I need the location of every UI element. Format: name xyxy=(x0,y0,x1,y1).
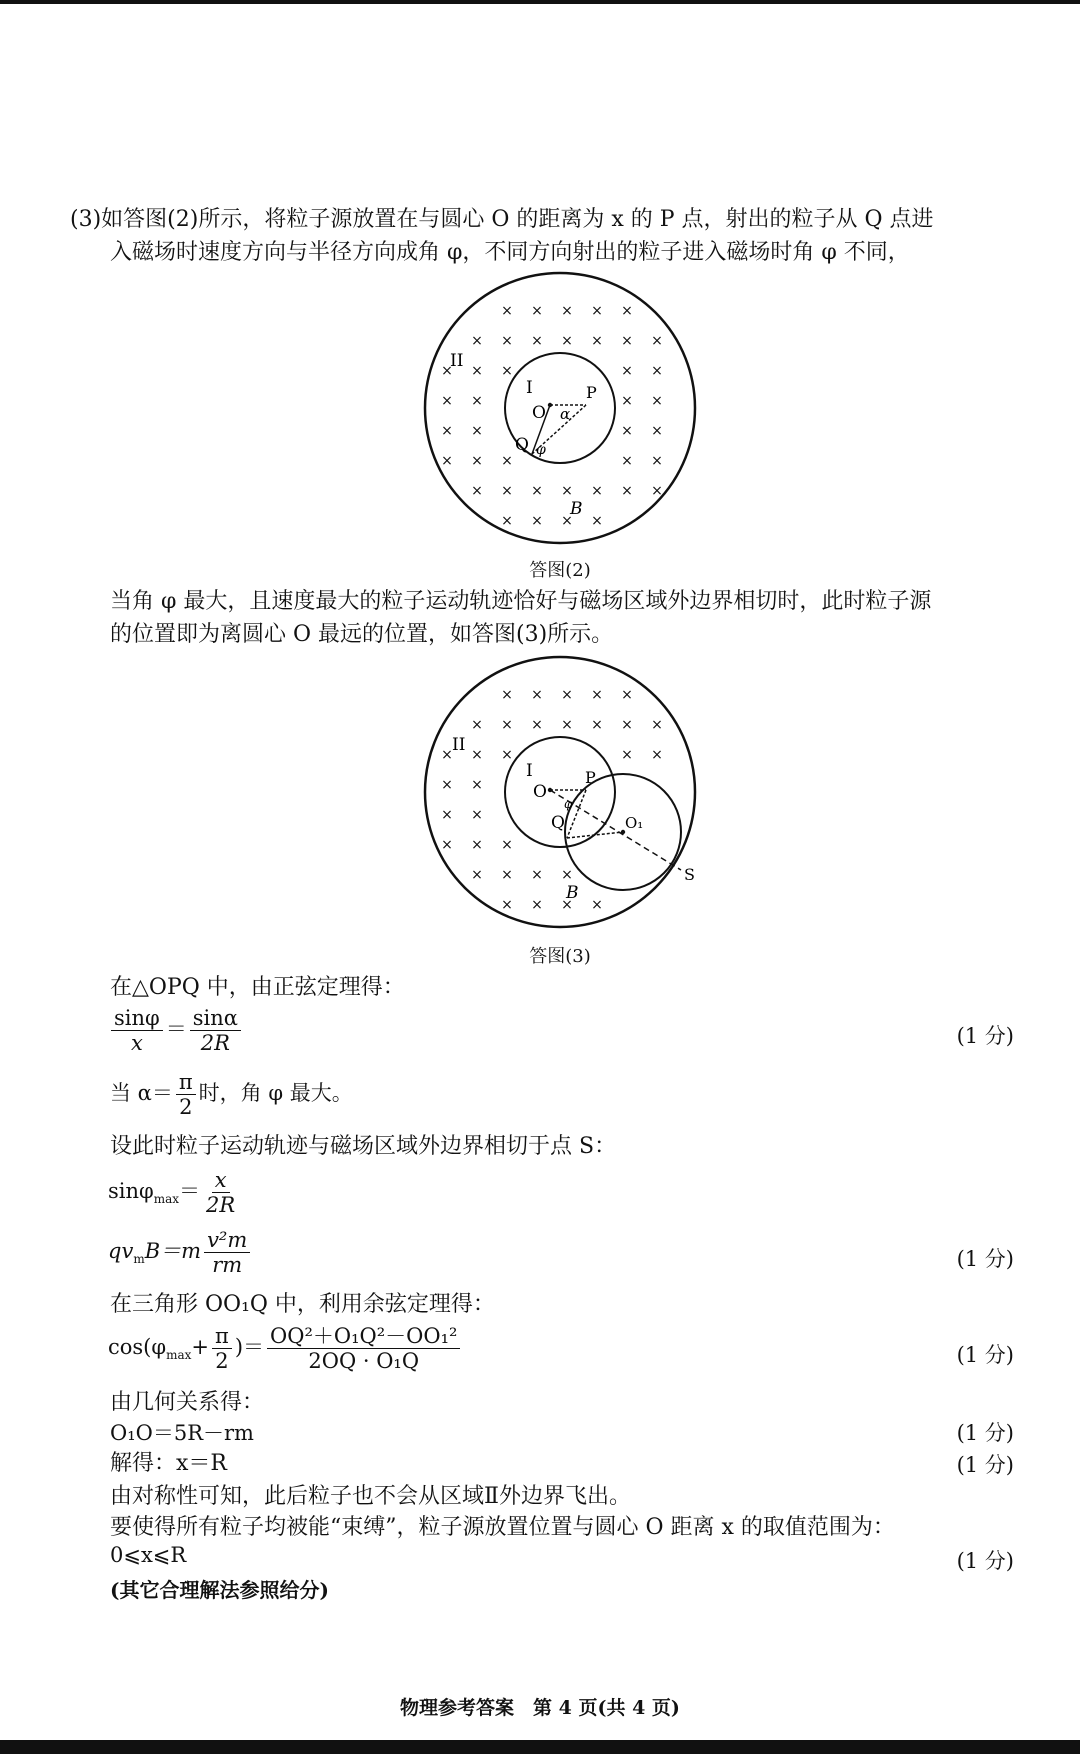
l2-pre: 当 α＝ xyxy=(110,1081,173,1105)
eq4-sub: max xyxy=(166,1348,192,1363)
field-cross-mark: × xyxy=(471,867,483,883)
field-cross-mark: × xyxy=(651,363,663,379)
field-cross-mark: × xyxy=(651,333,663,349)
p-label: P xyxy=(585,768,596,787)
field-cross-mark: × xyxy=(561,717,573,733)
field-cross-mark: × xyxy=(621,453,633,469)
bottom-edge xyxy=(0,1740,1080,1754)
points-6: (1 分) xyxy=(956,1549,1014,1573)
field-cross-mark: × xyxy=(441,837,453,853)
alpha-label: α xyxy=(560,405,571,423)
field-cross-mark: × xyxy=(501,837,513,853)
s-label: S xyxy=(684,865,695,884)
o1-label: O₁ xyxy=(625,814,644,832)
phi-label: φ xyxy=(564,797,573,811)
eq4-num: OQ²＋O₁Q²－OO₁² xyxy=(267,1324,460,1349)
field-cross-mark: × xyxy=(561,333,573,349)
top-edge xyxy=(0,0,1080,4)
field-cross-mark: × xyxy=(591,687,603,703)
field-cross-mark: × xyxy=(501,513,513,529)
eq2-num: x xyxy=(212,1168,230,1193)
field-cross-mark: × xyxy=(501,333,513,349)
field-cross-mark: × xyxy=(441,393,453,409)
field-cross-mark: × xyxy=(471,807,483,823)
field-cross-mark: × xyxy=(501,687,513,703)
solution-line-1: 在△OPQ 中，由正弦定理得： xyxy=(110,975,405,1000)
eq3-left: qv xyxy=(108,1239,134,1263)
equation-range: 0⩽x⩽R xyxy=(110,1543,187,1567)
field-cross-mark: × xyxy=(531,483,543,499)
field-cross-mark: × xyxy=(651,747,663,763)
l2-post: 时，角 φ 最大。 xyxy=(198,1081,353,1105)
equation-sine-law: $\frac{\sin\varphi}{x}$ ＝ $\frac{\sin\alpha}{2R}$ xyxy=(108,1006,244,1055)
field-cross-mark: × xyxy=(621,687,633,703)
region-2-label: II xyxy=(450,351,464,371)
solution-line-8: 要使得所有粒子均被能“束缚”，粒子源放置位置与圆心 O 距离 x 的取值范围为： xyxy=(110,1515,895,1540)
field-cross-mark: × xyxy=(561,867,573,883)
eq3-mid: B＝m xyxy=(144,1239,202,1263)
field-cross-mark: × xyxy=(651,393,663,409)
field-cross-mark: × xyxy=(471,747,483,763)
phi-label: φ xyxy=(536,442,546,458)
field-cross-mark: × xyxy=(471,363,483,379)
field-cross-mark: × xyxy=(621,747,633,763)
eq2-den: 2R xyxy=(206,1193,236,1217)
points-5: (1 分) xyxy=(956,1453,1014,1477)
center-point xyxy=(548,788,552,792)
eq1-den-left: x xyxy=(130,1031,143,1055)
field-cross-mark: × xyxy=(531,717,543,733)
field-cross-mark: × xyxy=(621,717,633,733)
field-cross-mark: × xyxy=(591,483,603,499)
intro-line-2: 入磁场时速度方向与半径方向成角 φ，不同方向射出的粒子进入磁场时角 φ 不同， xyxy=(110,240,910,265)
field-cross-mark: × xyxy=(471,393,483,409)
text2-line-1: 当角 φ 最大，且速度最大的粒子运动轨迹恰好与磁场区域外边界相切时，此时粒子源 xyxy=(110,589,932,614)
l2-num: π xyxy=(176,1070,196,1095)
page-footer: 物理参考答案 第 4 页(共 4 页) xyxy=(400,1697,680,1719)
field-cross-mark: × xyxy=(561,687,573,703)
field-cross-mark: × xyxy=(471,453,483,469)
eq1-num-left: sinφ xyxy=(111,1006,163,1031)
eq4-left: cos(φ xyxy=(108,1335,167,1359)
field-cross-mark: × xyxy=(471,777,483,793)
field-cross-mark: × xyxy=(501,747,513,763)
field-cross-mark: × xyxy=(441,453,453,469)
field-cross-mark: × xyxy=(621,393,633,409)
solution-line-3: 设此时粒子运动轨迹与磁场区域外边界相切于点 S： xyxy=(110,1134,617,1159)
field-cross-mark: × xyxy=(561,483,573,499)
field-cross-mark: × xyxy=(621,363,633,379)
points-3: (1 分) xyxy=(956,1343,1014,1367)
field-b-label: B xyxy=(566,883,579,903)
o-label: O xyxy=(532,403,546,423)
field-b-label: B xyxy=(570,499,583,519)
text2-line-2: 的位置即为离圆心 O 最远的位置，如答图(3)所示。 xyxy=(110,622,614,647)
eq1-den-right: 2R xyxy=(200,1031,230,1055)
field-cross-mark: × xyxy=(531,303,543,319)
solution-line-9: (其它合理解法参照给分) xyxy=(110,1578,329,1602)
field-cross-mark: × xyxy=(501,453,513,469)
solution-line-4: 在三角形 OO₁Q 中，利用余弦定理得： xyxy=(110,1292,495,1317)
region-2-label: II xyxy=(452,735,466,755)
field-cross-mark: × xyxy=(471,717,483,733)
field-cross-mark: × xyxy=(531,687,543,703)
equation-sinphi-max: sinφ$_{max}$＝ $\frac{x}{2R}$ xyxy=(108,1168,241,1217)
field-cross-mark: × xyxy=(441,423,453,439)
eq3-sub: m xyxy=(133,1252,145,1267)
field-cross-mark: × xyxy=(501,867,513,883)
equation-lorentz xyxy=(108,1228,253,1277)
field-cross-mark: × xyxy=(561,303,573,319)
eq3-den: rm xyxy=(212,1253,243,1277)
field-cross-mark: × xyxy=(441,747,453,763)
field-cross-mark: × xyxy=(591,897,603,913)
region-1-label: I xyxy=(526,761,533,781)
field-cross-mark: × xyxy=(501,897,513,913)
field-cross-mark: × xyxy=(441,807,453,823)
field-cross-mark: × xyxy=(441,777,453,793)
field-cross-mark: × xyxy=(591,513,603,529)
field-cross-mark: × xyxy=(561,513,573,529)
field-cross-mark: × xyxy=(621,333,633,349)
field-cross-mark: × xyxy=(501,717,513,733)
q-label: Q xyxy=(515,435,529,455)
field-cross-mark: × xyxy=(531,513,543,529)
field-cross-mark: × xyxy=(651,453,663,469)
field-cross-mark: × xyxy=(531,867,543,883)
points-2: (1 分) xyxy=(956,1247,1014,1271)
field-cross-mark: × xyxy=(651,717,663,733)
points-4: (1 分) xyxy=(956,1421,1014,1445)
p-label: P xyxy=(586,383,597,402)
field-cross-mark: × xyxy=(501,363,513,379)
field-cross-mark: × xyxy=(591,333,603,349)
l2-den: 2 xyxy=(179,1095,193,1119)
field-cross-mark: × xyxy=(621,303,633,319)
eq2-sub: max xyxy=(153,1192,180,1207)
field-cross-mark: × xyxy=(531,897,543,913)
field-cross-mark: × xyxy=(501,483,513,499)
field-cross-mark: × xyxy=(651,423,663,439)
field-cross-mark: × xyxy=(591,303,603,319)
eq1-num-right: sinα xyxy=(190,1006,241,1031)
field-cross-mark: × xyxy=(471,837,483,853)
alpha-condition-line xyxy=(110,1070,353,1119)
figure-2-caption: 答图(2) xyxy=(529,560,591,581)
field-cross-mark: × xyxy=(471,423,483,439)
center-point xyxy=(548,403,552,407)
field-cross-mark: × xyxy=(561,897,573,913)
region-1-label: I xyxy=(526,378,533,398)
equation-cosine-law xyxy=(108,1324,463,1373)
figure-3-diagram xyxy=(420,652,710,932)
equation-geometry: O₁O＝5R－rm xyxy=(110,1421,254,1445)
field-cross-mark: × xyxy=(471,483,483,499)
intro-line-1: (3)如答图(2)所示，将粒子源放置在与圆心 O 的距离为 x 的 P 点，射出的粒子从 Q 点进 xyxy=(70,207,934,232)
field-cross-mark: × xyxy=(531,333,543,349)
solution-line-6: 解得：x＝R xyxy=(110,1451,227,1476)
o-label: O xyxy=(533,782,547,802)
points-1: (1 分) xyxy=(956,1024,1014,1048)
eq3-num: v²m xyxy=(204,1228,250,1253)
eq4-pi: π xyxy=(212,1324,232,1349)
q-label: Q xyxy=(551,813,565,833)
field-cross-mark: × xyxy=(441,363,453,379)
eq4-close: )＝ xyxy=(234,1335,265,1359)
field-cross-mark: × xyxy=(621,423,633,439)
field-cross-mark: × xyxy=(591,717,603,733)
field-cross-mark: × xyxy=(471,333,483,349)
field-cross-mark: × xyxy=(501,303,513,319)
solution-line-5: 由几何关系得： xyxy=(110,1390,265,1415)
field-cross-mark: × xyxy=(651,483,663,499)
figure-2-diagram xyxy=(420,268,700,548)
eq4-two: 2 xyxy=(215,1349,229,1373)
figure-3-caption: 答图(3) xyxy=(529,946,591,967)
eq4-plus: + xyxy=(191,1335,209,1359)
solution-line-7: 由对称性可知，此后粒子也不会从区域Ⅱ外边界飞出。 xyxy=(110,1484,631,1509)
eq2-left: sinφ xyxy=(108,1179,154,1203)
field-cross-mark: × xyxy=(621,483,633,499)
eq4-den: 2OQ · O₁Q xyxy=(308,1349,420,1373)
